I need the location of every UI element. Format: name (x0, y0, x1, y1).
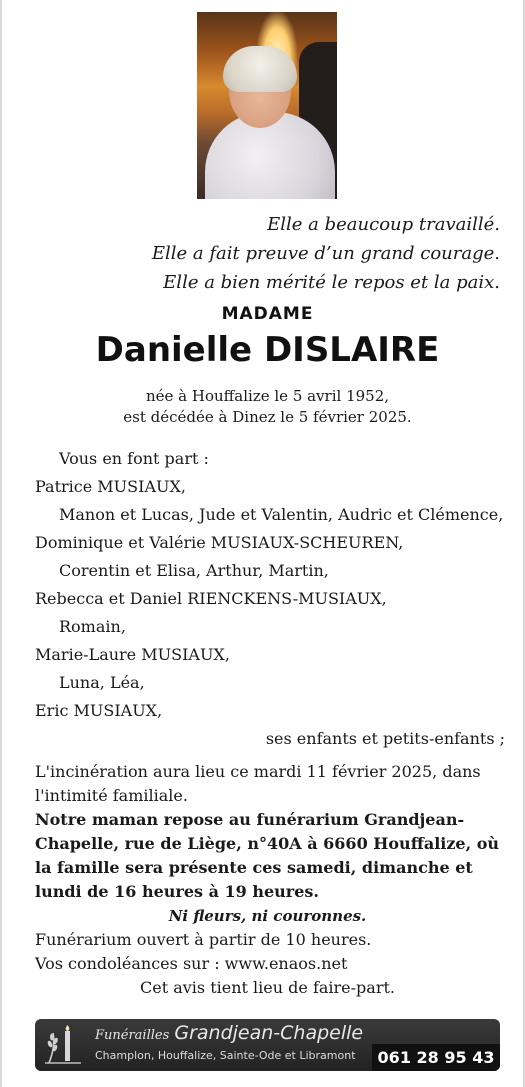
cremation-text: L'incinération aura lieu ce mardi 11 février 2025, dans l'intimité familiale. (35, 762, 481, 805)
quote-line: Elle a beaucoup travaillé. (267, 214, 500, 235)
family-intro: Vous en font part : (59, 449, 209, 468)
family-line: Corentin et Elisa, Arthur, Martin, (59, 561, 329, 580)
brand-locations: Champlon, Houffalize, Sainte-Ode et Libramont (95, 1049, 356, 1062)
ceremony-details (35, 760, 500, 1000)
opening-hours-text: Funérarium ouvert à partir de 10 heures. (35, 930, 372, 949)
condolences-text: Vos condoléances sur : www.enaos.net (35, 954, 348, 973)
family-line: Dominique et Valérie MUSIAUX-SCHEUREN, (35, 533, 404, 552)
wheat-candle-icon (41, 1023, 87, 1067)
portrait-photo (197, 12, 337, 199)
no-flowers-text: Ni fleurs, ni couronnes. (168, 907, 367, 925)
family-closing: ses enfants et petits-enfants ; (265, 729, 505, 748)
family-line: Romain, (59, 617, 126, 636)
photo-hair (223, 46, 297, 92)
family-line: Marie-Laure MUSIAUX, (35, 645, 230, 664)
notice-text: Cet avis tient lieu de faire-part. (140, 978, 395, 997)
birth-line: née à Houffalize le 5 avril 1952, (145, 387, 390, 405)
family-line: Luna, Léa, (59, 673, 145, 692)
birth-death-info (0, 386, 525, 428)
family-line: Eric MUSIAUX, (35, 701, 163, 720)
family-announcement (35, 445, 505, 753)
brand-prefix: Funérailles (95, 1028, 170, 1043)
phone-number[interactable]: 061 28 95 43 (372, 1044, 500, 1071)
brand-name: Grandjean-Chapelle (174, 1022, 364, 1044)
family-line: Patrice MUSIAUX, (35, 477, 186, 496)
quote-line: Elle a bien mérité le repos et la paix. (163, 272, 500, 293)
funerarium-text: Notre maman repose au funérarium Grandjean-Chapelle, rue de Liège, n°40A à 6660 Houffalize, où la famille sera présente ces samedi, dimanche et lundi de 16 heures à 19 heures. (35, 810, 500, 901)
brand-title (95, 1022, 363, 1044)
left-border (0, 0, 2, 1087)
death-line: est décédée à Dinez le 5 février 2025. (123, 408, 412, 426)
epitaph-quote (100, 210, 500, 297)
deceased-name: Danielle DISLAIRE (95, 330, 440, 370)
honorific-title: MADAME (221, 304, 314, 324)
family-line: Rebecca et Daniel RIENCKENS-MUSIAUX, (35, 589, 387, 608)
quote-line: Elle a fait preuve d’un grand courage. (151, 243, 500, 264)
funeral-home-banner (35, 1019, 500, 1071)
family-line: Manon et Lucas, Jude et Valentin, Audric et Clémence, (59, 505, 504, 524)
